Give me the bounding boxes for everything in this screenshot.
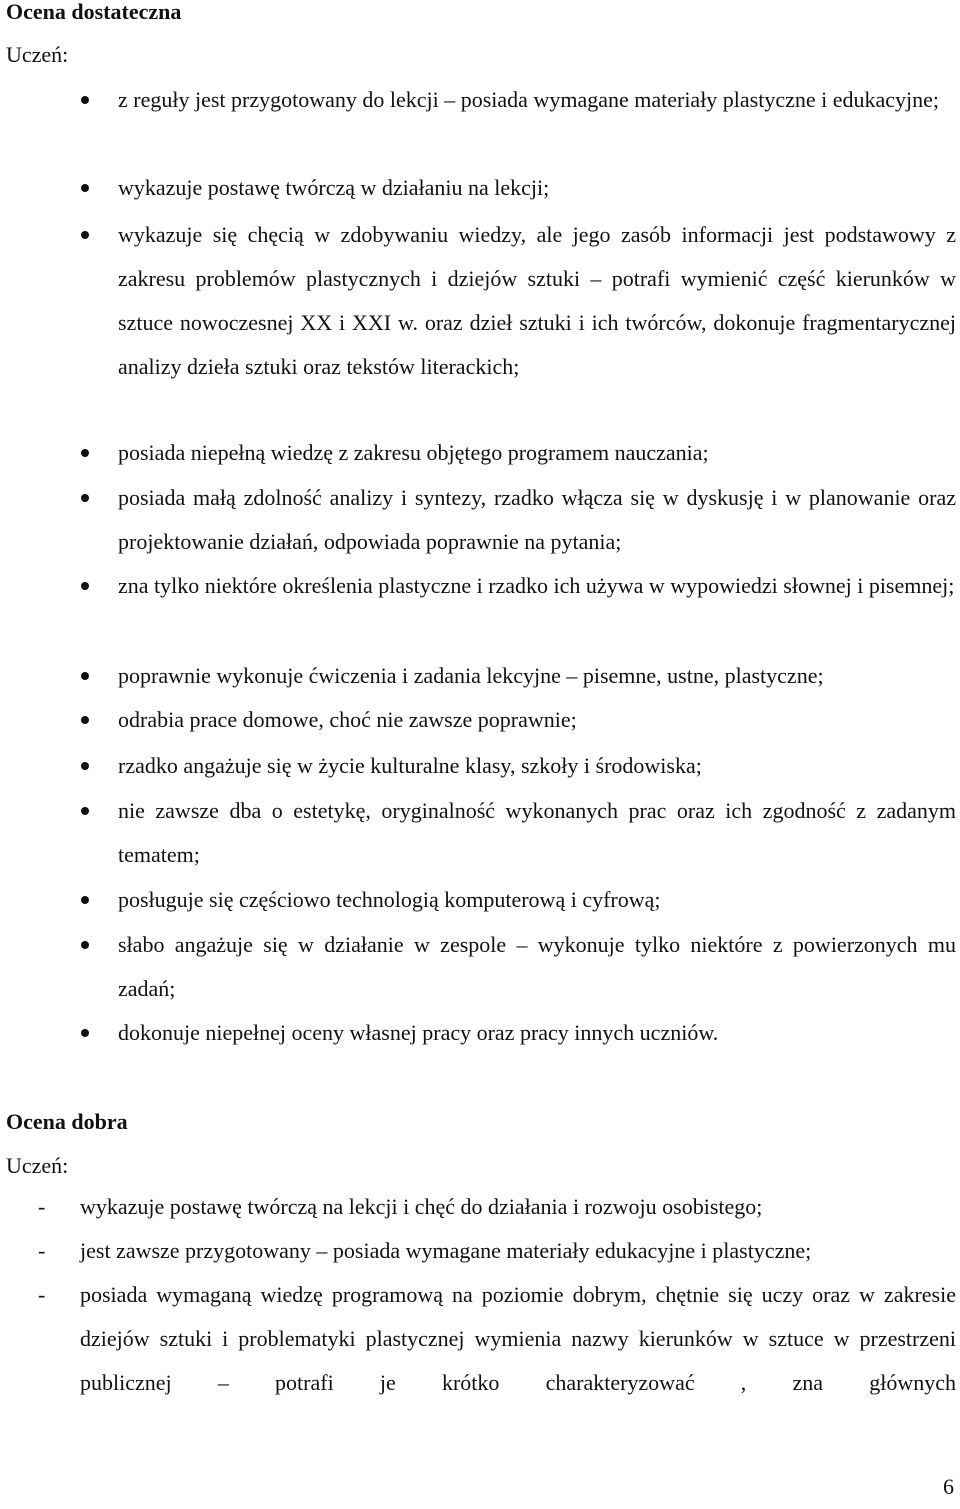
bullet-icon [81, 494, 89, 502]
list-item-text: posiada niepełną wiedzę z zakresu objętego programem nauczania; [118, 440, 709, 465]
bullet-icon [81, 96, 89, 104]
list-item-text: rzadko angażuje się w życie kulturalne klasy, szkoły i środowiska; [118, 753, 702, 778]
bullet-icon [81, 672, 89, 680]
list-item-text: nie zawsze dba o estetykę, oryginalność wykonanych prac oraz ich zgodność z zadanym tematem; [118, 798, 956, 867]
bullet-icon [81, 582, 89, 590]
list-item-text: wykazuje postawę twórczą na lekcji i chęć do działania i rozwoju osobistego; [80, 1194, 763, 1219]
section-subhead-dobra: Uczeń: [6, 1153, 69, 1178]
list-item-text: wykazuje się chęcią w zdobywaniu wiedzy, ale jego zasób informacji jest podstawowy z zakresu problemów plastycznych i dziejów sztuki – potrafi wymienić część kierunków w sztuce nowoczesnej XX i XXI w. oraz dzieł sztuki i ich twórców, dokonuje fragmentarycznej analizy dzieła sztuki oraz tekstów literackich; [118, 222, 956, 379]
page-number: 6 [943, 1474, 954, 1499]
bullet-icon [81, 896, 89, 904]
bullet-icon [81, 231, 89, 239]
section-heading-dobra: Ocena dobra [6, 1109, 128, 1134]
dash-marker: - [38, 1238, 46, 1263]
list-item-text: posługuje się częściowo technologią komputerową i cyfrową; [118, 887, 661, 912]
dash-marker: - [38, 1194, 46, 1219]
bullet-icon [81, 449, 89, 457]
bullet-icon [81, 807, 89, 815]
list-item-text: słabo angażuje się w działanie w zespole – wykonuje tylko niektóre z powierzonych mu zadań; [118, 932, 956, 1001]
dash-marker: - [38, 1282, 46, 1307]
bullet-icon [81, 716, 89, 724]
list-item-text: z reguły jest przygotowany do lekcji – posiada wymagane materiały plastyczne i edukacyjne; [118, 87, 940, 112]
list-item-text: dokonuje niepełnej oceny własnej pracy oraz pracy innych uczniów. [118, 1020, 719, 1045]
list-item-text: poprawnie wykonuje ćwiczenia i zadania lekcyjne – pisemne, ustne, plastyczne; [118, 663, 824, 688]
section-subhead-dostateczna: Uczeń: [6, 42, 69, 67]
list-item-text: posiada małą zdolność analizy i syntezy, rzadko włącza się w dyskusję i w planowanie oraz projektowanie działań, odpowiada poprawnie na pytania; [118, 485, 956, 554]
section-heading-dostateczna: Ocena dostateczna [6, 0, 182, 24]
bullet-icon [81, 184, 89, 192]
list-item-text: zna tylko niektóre określenia plastyczne i rzadko ich używa w wypowiedzi słownej i pisemnej; [118, 573, 955, 598]
bullet-icon [81, 1029, 89, 1037]
list-item-text: odrabia prace domowe, choć nie zawsze poprawnie; [118, 707, 577, 732]
bullet-icon [81, 762, 89, 770]
list-item-text: wykazuje postawę twórczą w działaniu na lekcji; [118, 175, 550, 200]
list-item-text: posiada wymaganą wiedzę programową na poziomie dobrym, chętnie się uczy oraz w zakresie dziejów sztuki i problematyki plastycznej wymienia nazwy kierunków w sztuce w przestrzeni publicznej – potrafi je krótko charakteryzować , zna głównych [80, 1282, 956, 1395]
list-item-text: jest zawsze przygotowany – posiada wymagane materiały edukacyjne i plastyczne; [80, 1238, 812, 1263]
bullet-icon [81, 941, 89, 949]
